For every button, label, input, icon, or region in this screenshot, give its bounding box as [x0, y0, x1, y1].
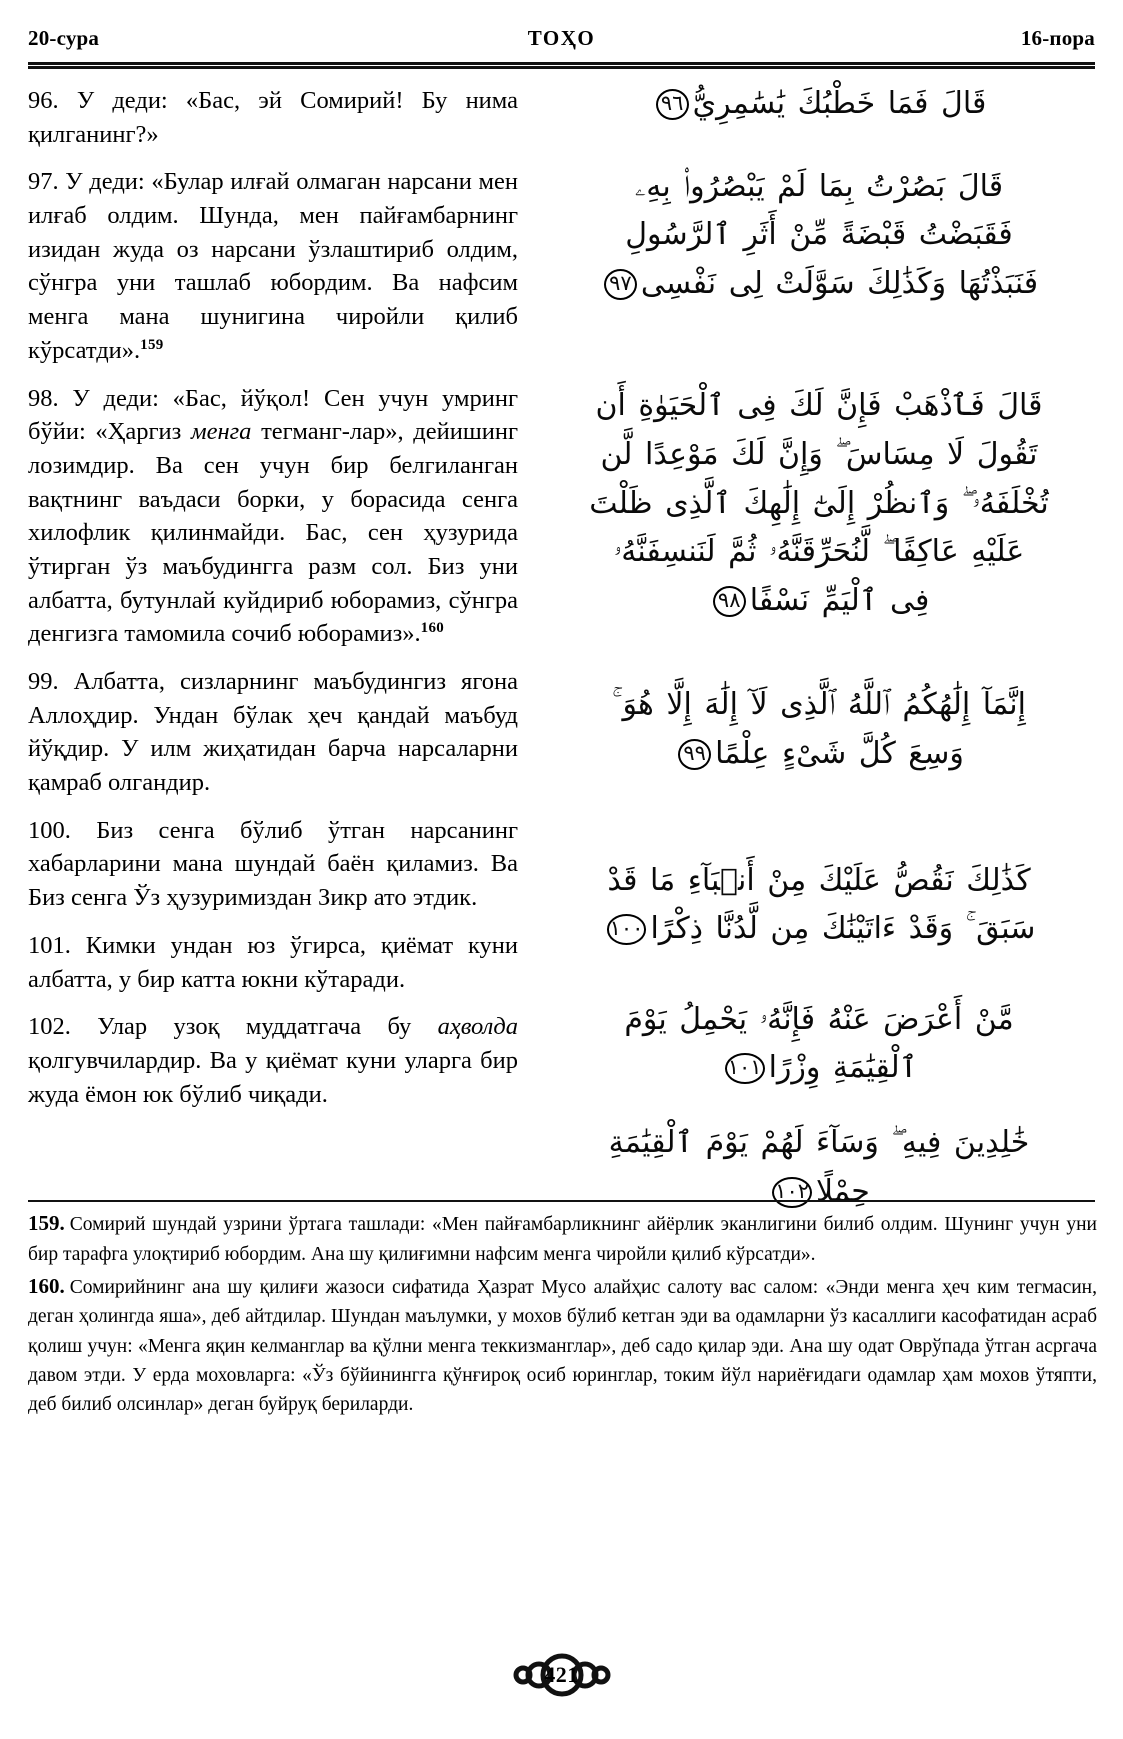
verse-emphasis: менга — [190, 418, 252, 446]
verse-text-part-2: қолгувчилардир. Ва у қиёмат куни уларга бир жуда ёмон юк бўлиб чиқади. — [28, 1046, 518, 1108]
verse-101 — [28, 929, 518, 996]
footnotes-section — [28, 1208, 1097, 1421]
page-footer — [0, 1647, 1123, 1703]
verse-text-part-2: тегманг-лар», дейишинг лозимдир. Ва сен учун бир белгиланган вақтнинг ваъдаси борки, у борасида сенга хилофлик қилинмайди. Бас, сен ҳузурида ўтирган ўз маъбудингга разм сол. Биз уни албатта, бутунлай куйдириб юборамиз, сўнгра денгизга тамомила сочиб юборамиз». — [28, 418, 518, 648]
ayah-marker-97: ٩٧ — [604, 269, 637, 300]
verse-number: 100. — [28, 816, 71, 844]
ayah-marker-101: ١٠١ — [725, 1053, 765, 1084]
ayah-marker-102: ١٠٢ — [772, 1177, 812, 1208]
verse-102 — [28, 1010, 518, 1111]
running-head-surah-title: ТОҲО — [527, 26, 596, 50]
arabic-ayah-97 — [539, 163, 1099, 309]
footnote-160 — [28, 1271, 1097, 1420]
verse-98 — [28, 382, 518, 652]
verse-text: У деди: «Булар илғай олмаган нарсани мен илғаб олдим. Шунда, мен пайғамбарнинг изидан жуда оз нарсани ўзлаштириб олдим, сўнгра уни ташлаб юбордим. Ва нафсим менга мана шунигина чиройли қилиб кўрсатди». — [28, 168, 519, 364]
arabic-line: فَنَبَذْتُهَا وَكَذَٰلِكَ سَوَّلَتْ لِى نَفْسِى — [640, 265, 1039, 301]
running-head-left: 20-сура — [28, 26, 100, 50]
ayah-marker-100: ١٠٠ — [607, 914, 647, 945]
verse-96 — [28, 84, 518, 151]
running-head — [28, 26, 1095, 60]
verse-100 — [28, 814, 518, 915]
arabic-line: ٱلْقِيَٰمَةِ وِزْرًا — [768, 1050, 918, 1086]
arabic-column — [539, 80, 1099, 1216]
ayah-marker-96: ٩٦ — [656, 89, 689, 120]
ayah-marker-98: ٩٨ — [713, 586, 746, 617]
arabic-line: قَالَ بَصُرْتُ بِمَا لَمْ يَبْصُرُوا۟ بِهِۦ — [634, 168, 1004, 204]
verse-number: 97. — [28, 168, 59, 196]
arabic-line: قَالَ فَٱذْهَبْ فَإِنَّ لَكَ فِى ٱلْحَيَوٰةِ أَن — [595, 388, 1043, 424]
arabic-line: سَبَقَ ۚ وَقَدْ ءَاتَيْنَٰكَ مِن لَّدُنَّا ذِكْرًا — [650, 911, 1036, 947]
verse-text: Биз сенга бўлиб ўтган нарсанинг хабарларини мана шундай баён қиламиз. Ва Биз сенга Ўз ҳузуримиздан Зикр ато этдик. — [28, 816, 518, 912]
verse-emphasis: аҳволда — [437, 1013, 518, 1041]
verse-number: 99. — [28, 668, 59, 695]
verse-text: Албатта, сизларнинг маъбудингиз ягона Аллоҳдир. Ундан бўлак ҳеч қандай маъбуд йўқдир. У илм жиҳатидан барча нарсаларни қамраб олгандир. — [28, 668, 518, 797]
page-number-text: 421 — [544, 1662, 579, 1687]
arabic-line: تَقُولَ لَا مِسَاسَ ۖ وَإِنَّ لَكَ مَوْعِدًا لَّن — [600, 436, 1038, 472]
arabic-line: كَذَٰلِكَ نَقُصُّ عَلَيْكَ مِنْ أَنۢبَآءِ مَا قَدْ — [607, 862, 1031, 898]
footnote-159 — [28, 1208, 1097, 1269]
verse-text-part-1: У деди: «Бас, йўқол! Сен учун умринг бўйи: «Ҳаргиз — [28, 384, 518, 446]
arabic-line: حِمْلًا — [816, 1173, 870, 1209]
arabic-ayah-101 — [539, 996, 1099, 1093]
body-area — [28, 84, 1099, 1209]
running-head-right: 16-пора — [1020, 26, 1095, 50]
footnote-number: 159. — [28, 1211, 65, 1235]
footnote-text: Сомирий шундай узрини ўртага ташлади: «Мен пайғамбарликнинг айёрлик эканлигини билиб олдим. Шунинг учун уни бир тарафга улоқтириб юбордим. Ана шу қилиғимни нафсим менга чиройли қилиб кўрсатди». — [28, 1214, 1097, 1265]
arabic-line: وَسِعَ كُلَّ شَىْءٍ عِلْمًا — [715, 735, 964, 771]
verse-99 — [28, 665, 518, 800]
arabic-line: قَالَ فَمَا خَطْبُكَ يَٰسَٰمِرِيُّ — [692, 86, 987, 121]
arabic-line: فَقَبَضْتُ قَبْضَةً مِّنْ أَثَرِ ٱلرَّسُولِ — [625, 217, 1013, 253]
translation-column — [28, 84, 518, 1111]
ayah-marker-99: ٩٩ — [678, 739, 711, 770]
footnote-divider-rule — [28, 1200, 1095, 1202]
arabic-line: إِنَّمَآ إِلَٰهُكُمُ ٱللَّهُ ٱلَّذِى لَآ إِلَٰهَ إِلَّا هُوَ ۚ — [612, 687, 1026, 723]
arabic-ayah-100 — [539, 857, 1099, 954]
verse-text: У деди: «Бас, эй Сомирий! Бу нима қилганинг?» — [28, 87, 519, 148]
arabic-line: خَٰلِدِينَ فِيهِ ۖ وَسَآءَ لَهُمْ يَوْمَ ٱلْقِيَٰمَةِ — [608, 1124, 1030, 1160]
verse-text: Кимки ундан юз ўгирса, қиёмат куни албатта, у бир катта юкни кўтаради. — [28, 931, 518, 993]
arabic-line: تُخْلَفَهُۥ ۖ وَٱنظُرْ إِلَىٰٓ إِلَٰهِكَ ٱلَّذِى ظَلْتَ — [589, 485, 1049, 521]
arabic-line: مَّنْ أَعْرَضَ عَنْهُ فَإِنَّهُۥ يَحْمِلُ يَوْمَ — [624, 1001, 1014, 1037]
footnote-reference-160[interactable]: 160 — [420, 620, 445, 637]
arabic-line: عَلَيْهِ عَاكِفًا ۖ لَّنُحَرِّقَنَّهُۥ ثُمَّ لَنَنسِفَنَّهُۥ — [613, 534, 1025, 570]
arabic-line: فِى ٱلْيَمِّ نَسْفًا — [749, 582, 930, 618]
verse-text-part-1: Улар узоқ муддатгача бу — [97, 1013, 438, 1041]
arabic-ayah-96 — [539, 80, 1099, 129]
footnote-number: 160. — [28, 1273, 65, 1298]
arabic-ayah-98 — [539, 382, 1099, 625]
header-divider-rule — [28, 62, 1095, 69]
verse-number: 102. — [28, 1013, 71, 1041]
verse-number: 96. — [28, 87, 59, 114]
verse-97 — [28, 165, 518, 367]
footnote-text: Сомирийнинг ана шу қилиғи жазоси сифатида Ҳазрат Мусо алайҳис салоту вас салом: «Энди менга ҳеч ким тегмасин, деган ҳолингда яша», деб айтдилар. Шундан маълумки, у мохов бўлиб кетган эди ва одамларни ўз касаллиги касофатидан асраб қолиш учун: «Менга яқин келманглар ва қўлни менга теккизманглар», деб садо қилар эди. Ана шу одат Оврўпада ўтган асргача давом этди. У ерда моховларга: «Ўз бўйинингга қўнғироқ осиб юринглар, токим йўл нариёғидаги одамлар ҳам мохов ўтяпти, деб билиб олсинлар» деган буйруқ бериларди. — [28, 1276, 1097, 1415]
verse-number: 98. — [28, 384, 59, 412]
verse-number: 101. — [28, 931, 71, 959]
page-number-ornament — [508, 1647, 616, 1703]
footnote-reference-159[interactable]: 159 — [140, 336, 164, 353]
arabic-ayah-99 — [539, 681, 1099, 778]
